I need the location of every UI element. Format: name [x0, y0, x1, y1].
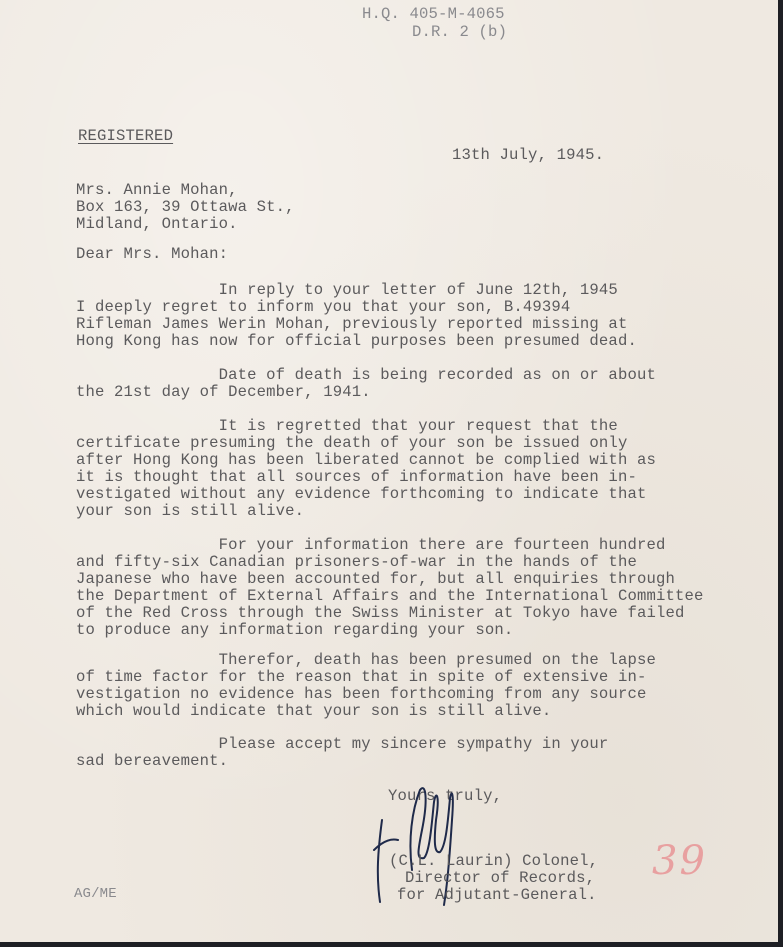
body-line: which would indicate that your son is still alive. — [76, 702, 552, 720]
body-line: Date of death is being recorded as on or about — [76, 366, 656, 384]
body-line: the Department of External Affairs and the International Committee — [76, 587, 704, 605]
body-line: certificate presuming the death of your son be issued only — [76, 434, 628, 452]
signatory-name: (C.L. Laurin) Colonel, — [389, 852, 599, 870]
typist-initials: AG/ME — [74, 886, 117, 902]
body-line: Japanese who have been accounted for, but all enquiries through — [76, 570, 675, 588]
recipient-name: Mrs. Annie Mohan, — [76, 181, 238, 199]
body-line: sad bereavement. — [76, 752, 229, 770]
body-line: I deeply regret to inform you that your son, B.49394 — [76, 298, 571, 316]
body-line: of the Red Cross through the Swiss Minister at Tokyo have failed — [76, 604, 685, 622]
salutation: Dear Mrs. Mohan: — [76, 245, 229, 263]
body-line: Therefor, death has been presumed on the lapse — [76, 651, 656, 669]
body-line: to produce any information regarding your son. — [76, 621, 514, 639]
body-line: It is regretted that your request that the — [76, 417, 618, 435]
body-line: vestigation no evidence has been forthcoming from any source — [76, 685, 647, 703]
body-line: and fifty-six Canadian prisoners-of-war in the hands of the — [76, 553, 637, 571]
body-line: Rifleman James Werin Mohan, previously reported missing at — [76, 315, 628, 333]
letter-date: 13th July, 1945. — [452, 146, 605, 164]
body-line: your son is still alive. — [76, 502, 305, 520]
file-reference-line2: D.R. 2 (b) — [412, 23, 508, 41]
recipient-street: Box 163, 39 Ottawa St., — [76, 198, 295, 216]
body-line: For your information there are fourteen hundred — [76, 536, 666, 554]
closing: Yours truly, — [388, 787, 503, 805]
body-line: of time factor for the reason that in spite of extensive in- — [76, 668, 647, 686]
body-line: Please accept my sincere sympathy in your — [76, 735, 609, 753]
body-line: the 21st day of December, 1941. — [76, 383, 371, 401]
body-line: it is thought that all sources of information have been in- — [76, 468, 637, 486]
body-line: after Hong Kong has been liberated cannot be complied with as — [76, 451, 656, 469]
file-reference-line1: H.Q. 405-M-4065 — [362, 5, 505, 23]
page-number-red-pencil: 39 — [652, 838, 707, 884]
registered-label: REGISTERED — [78, 127, 174, 145]
signatory-title: Director of Records, — [405, 869, 596, 887]
body-line: vestigated without any evidence forthcoming to indicate that — [76, 485, 647, 503]
recipient-city: Midland, Ontario. — [76, 215, 238, 233]
body-line: Hong Kong has now for official purposes been presumed dead. — [76, 332, 637, 350]
body-line: In reply to your letter of June 12th, 1945 — [76, 281, 618, 299]
signatory-role: for Adjutant-General. — [397, 886, 597, 904]
